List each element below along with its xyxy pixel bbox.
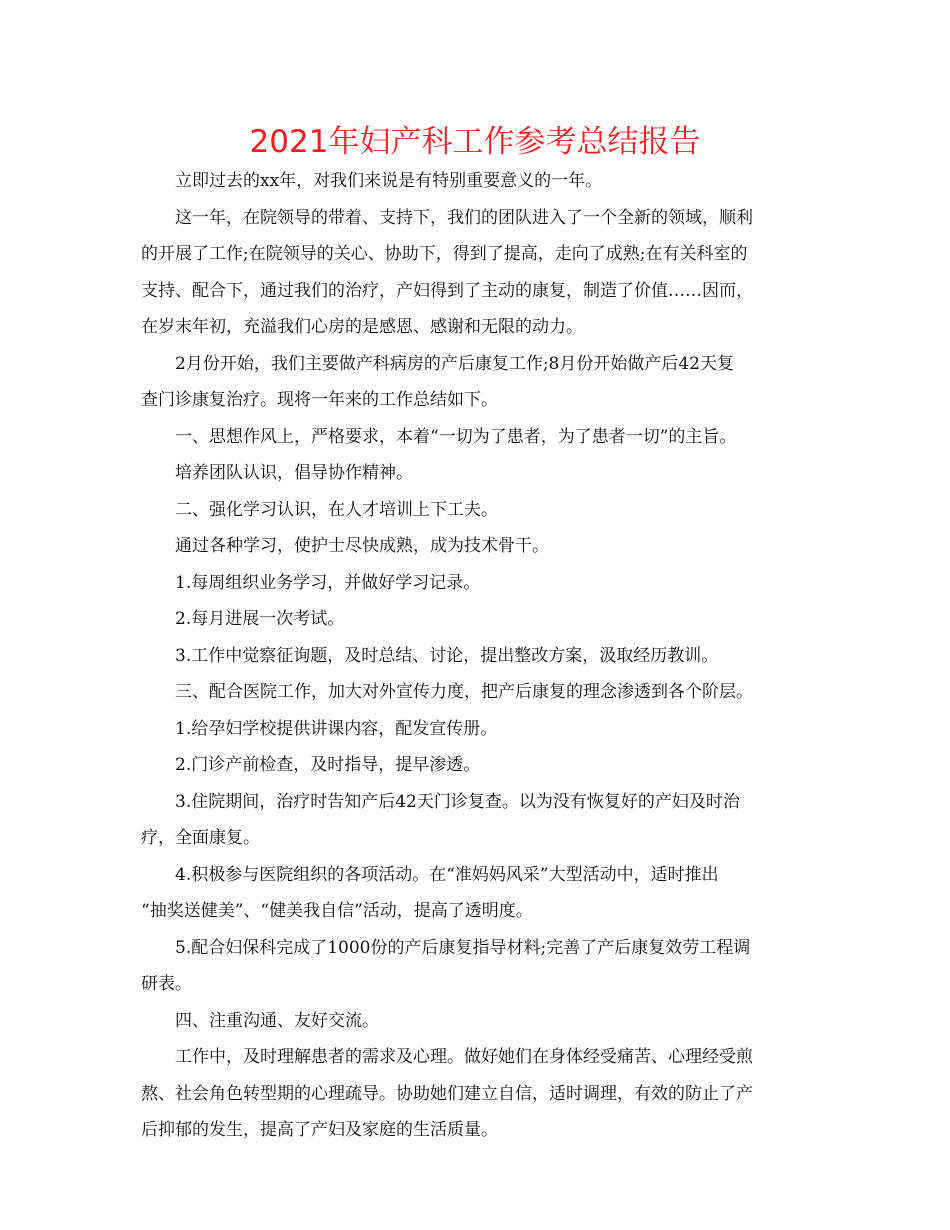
text-line: 疗，全面康复。	[141, 828, 260, 848]
text-line: 2月份开始，我们主要做产科病房的产后康复工作;8月份开始做产后42天复	[175, 353, 734, 374]
text-line: 培养团队认识，倡导协作精神。	[175, 463, 413, 483]
text-line: 工作中，及时理解患者的需求及心理。做好她们在身体经受痛苦、心理经受煎	[175, 1047, 753, 1067]
text-line: 立即过去的xx年，对我们来说是有特别重要意义的一年。	[175, 171, 603, 191]
text-line: 一、思想作风上，严格要求，本着“一切为了患者，为了患者一切”的主旨。	[175, 426, 737, 447]
text-line: 1.每周组织业务学习，并做好学习记录。	[175, 572, 481, 593]
text-line: 4.积极参与医院组织的各项活动。在“准妈妈风采”大型活动中，适时推出	[175, 864, 719, 885]
text-line: 1.给孕妇学校提供讲课内容，配发宣传册。	[175, 718, 498, 739]
text-line: 支持、配合下，通过我们的治疗，产妇得到了主动的康复，制造了价值……因而，	[141, 280, 753, 301]
text-line: 3.住院期间，治疗时告知产后42天门诊复查。以为没有恢复好的产妇及时治	[175, 791, 740, 812]
text-line: 这一年，在院领导的带着、支持下，我们的团队进入了一个全新的领域，顺利	[175, 207, 753, 228]
document-title: 2021年妇产科工作参考总结报告	[249, 124, 701, 160]
text-line: 2.每月进展一次考试。	[175, 609, 345, 629]
text-line: 熬、社会角色转型期的心理疏导。协助她们建立自信，适时调理，有效的防止了产	[141, 1083, 753, 1104]
text-line: 5.配合妇保科完成了1000份的产后康复指导材料;完善了产后康复效劳工程调	[175, 937, 751, 958]
document-body	[141, 163, 812, 1149]
text-line: 查门诊康复治疗。现将一年来的工作总结如下。	[141, 390, 498, 410]
text-line: 的开展了工作;在院领导的关心、协助下，得到了提高，走向了成熟;在有关科室的	[141, 244, 748, 264]
text-line: 研表。	[141, 974, 192, 994]
text-line: “抽奖送健美”、“健美我自信”活动，提高了透明度。	[141, 901, 533, 921]
text-line: 2.门诊产前检查，及时指导，提早渗透。	[175, 755, 481, 775]
text-line: 二、强化学习认识，在人才培训上下工夫。	[175, 499, 498, 520]
text-line: 在岁末年初，充溢我们心房的是感恩、感谢和无限的动力。	[141, 317, 583, 337]
text-line: 后抑郁的发生，提高了产妇及家庭的生活质量。	[141, 1120, 498, 1140]
text-line: 三、配合医院工作，加大对外宣传力度，把产后康复的理念渗透到各个阶层。	[175, 682, 753, 702]
text-line: 3.工作中觉察征询题，及时总结、讨论，提出整改方案，汲取经历教训。	[175, 645, 719, 666]
text-line: 通过各种学习，使护士尽快成熟，成为技术骨干。	[175, 536, 549, 556]
text-line: 四、注重沟通、友好交流。	[175, 1010, 379, 1031]
